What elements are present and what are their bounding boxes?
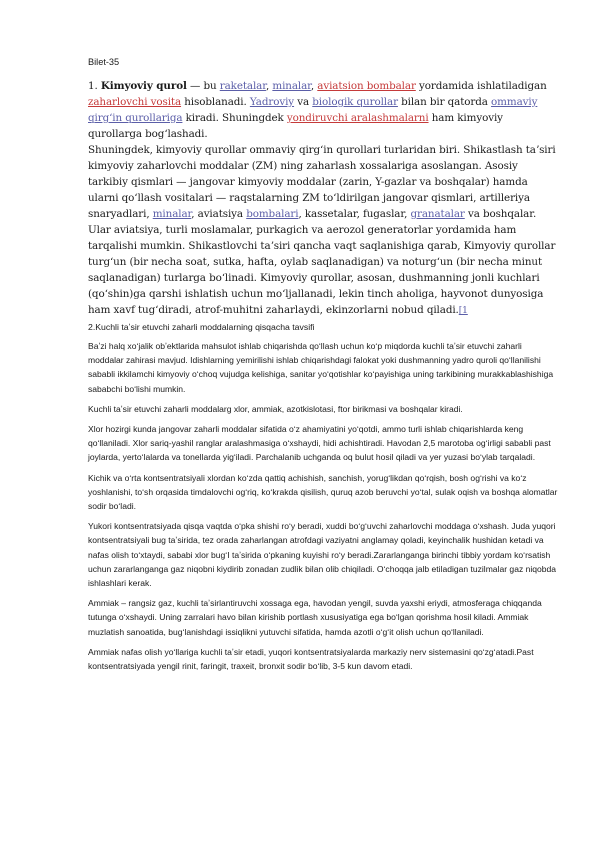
link-zaharlovchi-vosita[interactable]: zaharlovchi vosita [88, 96, 182, 108]
reference-link[interactable]: [1 [458, 306, 468, 316]
paragraph: Kichik va oʻrta kontsentratsiyali xlordan koʻzda qattiq achishish, sanchish, yorugʻlikdan qoʻrqish, bosh ogʻrishi va koʻz yoshlanishi, toʻsh orqasida timdalovchi ogʻriq, koʻkrakda qisilish, quruq azob beruvchi yoʻtal, sulak oqish va boshqa alomatlar sodir boʻladi. [88, 472, 558, 512]
text: yordamida ishlatiladigan [415, 80, 547, 92]
text: , kassetalar, fugaslar, [298, 208, 411, 220]
text: bilan bir qatorda [397, 96, 492, 108]
link-raketalar[interactable]: raketalar [219, 80, 266, 92]
link-aviatsion-bombalar[interactable]: aviatsion bombalar [317, 80, 416, 92]
link-ommaviy-qirgin[interactable]: ommaviy qirgʻin qurollariga [88, 96, 538, 124]
link-bombalari[interactable]: bombalari [246, 208, 299, 220]
section-1-paragraph [88, 78, 558, 319]
text: va [294, 96, 313, 108]
paragraph: Kuchli taʼsir etuvchi zaharli moddalarg xlor, ammiak, azotkislotasi, ftor birikmasi va boshqalar kiradi. [88, 403, 463, 414]
term-heading: Kimyoviy qurol [100, 80, 187, 92]
link-yondiruvchi[interactable]: yondiruvchi aralashmalarni [286, 112, 429, 124]
text: , aviatsiya [191, 208, 247, 220]
text: hisoblanadi. [181, 96, 250, 108]
paragraph: Xlor hozirgi kunda jangovar zaharli moddalar sifatida oʻz ahamiyatini yoʻqotdi, ammo turli ishlab chiqarishlarda keng qoʻllaniladi. Xlor sariq-yashil ranglar aralashmasiga oʻxshaydi, hidi achishtiradi. Havodan 2,5 marotoba ogʻirligi sababli past joylarda, yertoʻlalarda va tonellarda yigʻiladi. Parchalanib uchganda oq bulut hosil qiladi va yer yuzasi boʻylab tarqaladi. [88, 424, 551, 463]
text: va boshqalar. Ular aviatsiya, turli moslamalar, purkagich va aerozol generatorlar yordamida ham tarqalishi mumkin. Shikastlovchi taʼsiri qancha vaqt saqlanishiga qarab, Kimyoviy qurollar turgʻun (bir necha soat, sutka, hafta, oylab saqlanadigan) va noturgʻun (bir necha minut saqlanadigan) turlarga boʻlinadi. Kimyoviy qurollar, asosan, dushmanning jonli kuchlari (qoʻshin)ga qarshi ishlatish uchun moʻljallanadi, lekin tinch aholiga, hayvonot dunyosiga ham xavf tugʻdiradi, atrof-muhitni zaharlaydi, ekinzorlarni nobud qiladi. [88, 208, 556, 316]
section-2-heading: 2.Kuchli taʼsir etuvchi zaharli moddalarning qisqacha tavsifi [88, 322, 315, 332]
paragraph: Ammiak nafas olish yoʻllariga kuchli taʼsir etadi, yuqori kontsentratsiyalarda markaziy nerv sistemasini qoʻzgʻatadi.Past kontsentratsiyada yengil rinit, faringit, traxeit, bronxit sodir boʻlib, 3-5 kun davom etadi. [88, 646, 534, 672]
text: , [310, 80, 318, 92]
ticket-label: Bilet-35 [88, 57, 120, 67]
text: Shuningdek, kimyoviy qurollar ommaviy qirgʻin qurollari turlaridan biri. Shikastlash taʼsiri kimyoviy zaharlovchi moddalar (ZM) ning zaharlash xossalariga asoslangan. Asosiy tarkibiy qismlari — jangovar kimyoviy moddalar (zarin, Y-gazlar va boshqalar) hamda ularni qoʻllash vositalari — raqstalarning ZM toʻldirilgan jangovar qismlari, artilleriya snaryadlari, [88, 144, 556, 220]
link-minalar[interactable]: minalar [272, 80, 311, 92]
link-minalar-2[interactable]: minalar [152, 208, 192, 220]
paragraph: Baʼzi halq xoʻjalik obʼektlarida mahsulot ishlab chiqarishda qoʻllash uchun koʻp miqdorda kuchli taʼsir etuvchi zaharli moddalar zahirasi mavjud. Idishlarning yemirilishi ishlab chiqarishdagi falokat yoki dushmanning yadro quroli qoʻllanilishi sababli ikkilamchi kimyoviy oʻchoq vujudga kelishiga, sanitar yoʻqotishlar koʻpayishiga uning tarkibining murakkablashishiga sababchi boʻlishi mumkin. [88, 341, 554, 394]
text: , [265, 80, 273, 92]
paragraph: Yukori kontsentratsiyada qisqa vaqtda oʻpka shishi roʻy beradi, xuddi boʻgʻuvchi zaharlovchi moddaga oʻxshash. Juda yuqori kontsentratsiyali bug taʼsirida, tez orada zaharlangan atrofdagi vaziyatni anglamay qoladi, keyinchalik hushidan ketadi va nafas olish toʻxtaydi, sababi xlor bugʻI taʼsirida oʻpkaning kuyishi roʻy beradi.Zararlanganga birinchi tibbiy yordam koʻrsatish uchun zararlanganga gaz niqobni kiydirib zonadan zudlik bilan olib chiqiladi. Oʻchoqqa jalb etiladigan tuzilmalar gaz niqobda ishlashlari kerak. [88, 521, 557, 589]
text: ham kimyoviy qurollarga bogʻlashadi. [88, 112, 503, 140]
link-biologik-qurollar[interactable]: biologik qurollar [312, 96, 398, 108]
section-number: 1. [88, 80, 98, 92]
text: — bu [186, 80, 220, 92]
link-yadroviy[interactable]: Yadroviy [249, 96, 295, 108]
paragraph: Ammiak – rangsiz gaz, kuchli taʼsirlantiruvchi xossaga ega, havodan yengil, suvda yaxshi eriydi, atmosferaga chiqqanda tutunga oʻxshaydi. Uning zarralari havo bilan kirishib portlash xususiyatiga ega boʻlgan qorishma hosil kiladi. Ammiak muzlatish sanoatida, bugʻlanishdagi issiqlikni yutuvchi sifatida, hamda azotli oʻgʻit olish uchun qoʻllaniladi. [88, 598, 542, 637]
link-granatalar[interactable]: granatalar [410, 208, 465, 220]
text: kiradi. Shuningdek [182, 112, 287, 124]
